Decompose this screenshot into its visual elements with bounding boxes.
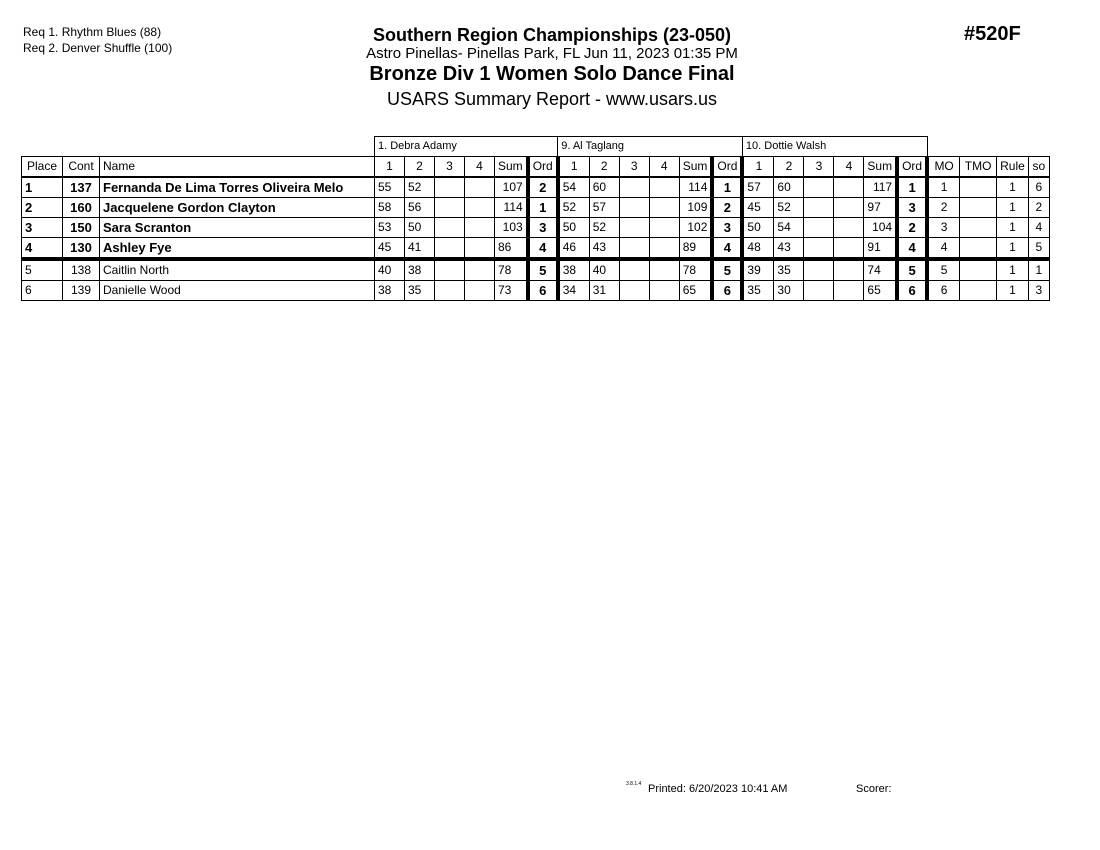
tmo-cell	[960, 280, 997, 300]
score-3-cell	[804, 197, 834, 217]
score-3-cell	[804, 280, 834, 300]
col-j1-s4: 4	[465, 156, 495, 177]
score-2-cell: 56	[405, 197, 435, 217]
sum-cell: 104	[864, 217, 897, 237]
ordinal-cell: 6	[712, 280, 742, 300]
sum-cell: 65	[679, 280, 712, 300]
score-1-cell: 39	[742, 259, 774, 281]
score-3-cell	[619, 177, 649, 198]
score-4-cell	[649, 237, 679, 259]
ordinal-cell: 1	[897, 177, 927, 198]
score-3-cell	[619, 237, 649, 259]
score-2-cell: 60	[774, 177, 804, 198]
table-row	[22, 177, 1050, 198]
requirement-2: Req 2. Denver Shuffle (100)	[23, 41, 173, 55]
sum-cell: 114	[679, 177, 712, 198]
col-j3-ord: Ord	[897, 156, 927, 177]
col-j2-s1: 1	[558, 156, 590, 177]
score-1-cell: 55	[375, 177, 405, 198]
sum-cell: 65	[864, 280, 897, 300]
col-j2-ord: Ord	[712, 156, 742, 177]
col-j2-s2: 2	[589, 156, 619, 177]
score-2-cell: 57	[589, 197, 619, 217]
event-number: #520F	[964, 23, 1021, 45]
score-4-cell	[649, 217, 679, 237]
name-cell: Caitlin North	[100, 259, 375, 281]
score-1-cell: 35	[742, 280, 774, 300]
col-j2-sum: Sum	[679, 156, 712, 177]
column-header-row	[22, 156, 1050, 177]
scorer-label: Scorer:	[856, 783, 892, 795]
table-row	[22, 280, 1050, 300]
score-1-cell: 45	[742, 197, 774, 217]
score-2-cell: 52	[774, 197, 804, 217]
score-4-cell	[465, 259, 495, 281]
ordinal-cell: 2	[712, 197, 742, 217]
ordinal-cell: 6	[897, 280, 927, 300]
mo-cell: 6	[927, 280, 960, 300]
mo-cell: 5	[927, 259, 960, 281]
col-name: Name	[100, 156, 375, 177]
ordinal-cell: 5	[897, 259, 927, 281]
sum-cell: 73	[495, 280, 528, 300]
judge-2-name: 9. Al Taglang	[558, 137, 743, 157]
rule-cell: 1	[997, 237, 1029, 259]
col-mo: MO	[927, 156, 960, 177]
rule-cell: 1	[997, 177, 1029, 198]
name-cell: Sara Scranton	[100, 217, 375, 237]
tmo-cell	[960, 197, 997, 217]
col-j1-s3: 3	[435, 156, 465, 177]
score-1-cell: 40	[375, 259, 405, 281]
ordinal-cell: 1	[712, 177, 742, 198]
ordinal-cell: 4	[897, 237, 927, 259]
rule-cell: 1	[997, 197, 1029, 217]
judge-1-name: 1. Debra Adamy	[375, 137, 558, 157]
ordinal-cell: 5	[712, 259, 742, 281]
score-2-cell: 43	[774, 237, 804, 259]
place-cell: 3	[22, 217, 63, 237]
tmo-cell	[960, 177, 997, 198]
sum-cell: 109	[679, 197, 712, 217]
sum-cell: 103	[495, 217, 528, 237]
score-2-cell: 40	[589, 259, 619, 281]
printed-timestamp: Printed: 6/20/2023 10:41 AM	[648, 783, 788, 795]
name-cell: Fernanda De Lima Torres Oliveira Melo	[100, 177, 375, 198]
col-tmo: TMO	[960, 156, 997, 177]
score-3-cell	[435, 217, 465, 237]
so-cell: 1	[1028, 259, 1049, 281]
judge-header-row	[22, 137, 1050, 157]
sum-cell: 78	[495, 259, 528, 281]
sum-cell: 102	[679, 217, 712, 237]
score-2-cell: 60	[589, 177, 619, 198]
score-3-cell	[619, 280, 649, 300]
score-4-cell	[465, 237, 495, 259]
tmo-cell	[960, 217, 997, 237]
score-1-cell: 46	[558, 237, 590, 259]
so-cell: 5	[1028, 237, 1049, 259]
sum-cell: 117	[864, 177, 897, 198]
table-row	[22, 217, 1050, 237]
score-4-cell	[834, 280, 864, 300]
score-3-cell	[435, 280, 465, 300]
cont-cell: 130	[63, 237, 100, 259]
table-row	[22, 259, 1050, 281]
location-date: Astro Pinellas- Pinellas Park, FL Jun 11, 2023 01:35 PM	[366, 45, 738, 62]
score-2-cell: 52	[589, 217, 619, 237]
score-1-cell: 48	[742, 237, 774, 259]
col-so: so	[1028, 156, 1049, 177]
judge-3-name: 10. Dottie Walsh	[742, 137, 927, 157]
score-4-cell	[465, 197, 495, 217]
sum-cell: 86	[495, 237, 528, 259]
rule-cell: 1	[997, 259, 1029, 281]
score-1-cell: 50	[558, 217, 590, 237]
ordinal-cell: 6	[528, 280, 558, 300]
score-1-cell: 45	[375, 237, 405, 259]
score-3-cell	[435, 259, 465, 281]
sum-cell: 74	[864, 259, 897, 281]
requirement-1: Req 1. Rhythm Blues (88)	[23, 25, 162, 39]
ordinal-cell: 4	[528, 237, 558, 259]
report-title: USARS Summary Report - www.usars.us	[386, 89, 718, 109]
score-4-cell	[649, 177, 679, 198]
place-cell: 2	[22, 197, 63, 217]
score-1-cell: 57	[742, 177, 774, 198]
col-j3-s1: 1	[742, 156, 774, 177]
mo-cell: 2	[927, 197, 960, 217]
version-code: 3.8.1.4	[626, 781, 642, 787]
col-j1-s2: 2	[405, 156, 435, 177]
name-cell: Jacquelene Gordon Clayton	[100, 197, 375, 217]
score-1-cell: 53	[375, 217, 405, 237]
score-2-cell: 43	[589, 237, 619, 259]
score-4-cell	[834, 197, 864, 217]
score-3-cell	[435, 177, 465, 198]
cont-cell: 137	[63, 177, 100, 198]
place-cell: 4	[22, 237, 63, 259]
score-2-cell: 52	[405, 177, 435, 198]
score-3-cell	[619, 217, 649, 237]
col-j1-sum: Sum	[495, 156, 528, 177]
sum-cell: 97	[864, 197, 897, 217]
col-j3-s3: 3	[804, 156, 834, 177]
ordinal-cell: 3	[712, 217, 742, 237]
so-cell: 2	[1028, 197, 1049, 217]
score-4-cell	[465, 217, 495, 237]
score-2-cell: 41	[405, 237, 435, 259]
score-1-cell: 50	[742, 217, 774, 237]
rule-cell: 1	[997, 217, 1029, 237]
cont-cell: 139	[63, 280, 100, 300]
score-4-cell	[465, 280, 495, 300]
score-2-cell: 50	[405, 217, 435, 237]
col-rule: Rule	[997, 156, 1029, 177]
mo-cell: 4	[927, 237, 960, 259]
competition-title: Southern Region Championships (23-050)	[372, 25, 732, 45]
score-1-cell: 54	[558, 177, 590, 198]
score-1-cell: 38	[558, 259, 590, 281]
score-3-cell	[804, 259, 834, 281]
cont-cell: 138	[63, 259, 100, 281]
event-title: Bronze Div 1 Women Solo Dance Final	[369, 63, 735, 85]
score-1-cell: 52	[558, 197, 590, 217]
score-4-cell	[649, 197, 679, 217]
col-j3-s2: 2	[774, 156, 804, 177]
score-2-cell: 35	[405, 280, 435, 300]
ordinal-cell: 2	[897, 217, 927, 237]
col-cont: Cont	[63, 156, 100, 177]
place-cell: 6	[22, 280, 63, 300]
sum-cell: 89	[679, 237, 712, 259]
score-1-cell: 58	[375, 197, 405, 217]
results-table	[21, 136, 1050, 301]
score-1-cell: 34	[558, 280, 590, 300]
rule-cell: 1	[997, 280, 1029, 300]
score-1-cell: 38	[375, 280, 405, 300]
score-2-cell: 35	[774, 259, 804, 281]
cont-cell: 150	[63, 217, 100, 237]
results-body	[22, 177, 1050, 301]
col-j3-s4: 4	[834, 156, 864, 177]
score-4-cell	[834, 237, 864, 259]
score-3-cell	[619, 197, 649, 217]
score-4-cell	[834, 217, 864, 237]
place-cell: 5	[22, 259, 63, 281]
score-2-cell: 38	[405, 259, 435, 281]
score-4-cell	[834, 177, 864, 198]
sum-cell: 91	[864, 237, 897, 259]
col-j2-s4: 4	[649, 156, 679, 177]
mo-cell: 1	[927, 177, 960, 198]
ordinal-cell: 2	[528, 177, 558, 198]
col-j1-s1: 1	[375, 156, 405, 177]
col-j3-sum: Sum	[864, 156, 897, 177]
score-2-cell: 30	[774, 280, 804, 300]
score-3-cell	[435, 197, 465, 217]
name-cell: Danielle Wood	[100, 280, 375, 300]
place-cell: 1	[22, 177, 63, 198]
cont-cell: 160	[63, 197, 100, 217]
score-3-cell	[804, 237, 834, 259]
ordinal-cell: 1	[528, 197, 558, 217]
mo-cell: 3	[927, 217, 960, 237]
col-j2-s3: 3	[619, 156, 649, 177]
ordinal-cell: 3	[897, 197, 927, 217]
score-4-cell	[649, 259, 679, 281]
name-cell: Ashley Fye	[100, 237, 375, 259]
score-4-cell	[465, 177, 495, 198]
sum-cell: 78	[679, 259, 712, 281]
col-place: Place	[22, 156, 63, 177]
score-3-cell	[435, 237, 465, 259]
score-2-cell: 31	[589, 280, 619, 300]
tmo-cell	[960, 237, 997, 259]
ordinal-cell: 5	[528, 259, 558, 281]
score-2-cell: 54	[774, 217, 804, 237]
ordinal-cell: 4	[712, 237, 742, 259]
sum-cell: 114	[495, 197, 528, 217]
so-cell: 6	[1028, 177, 1049, 198]
ordinal-cell: 3	[528, 217, 558, 237]
so-cell: 4	[1028, 217, 1049, 237]
sum-cell: 107	[495, 177, 528, 198]
score-3-cell	[619, 259, 649, 281]
score-4-cell	[649, 280, 679, 300]
score-3-cell	[804, 217, 834, 237]
score-3-cell	[804, 177, 834, 198]
so-cell: 3	[1028, 280, 1049, 300]
score-4-cell	[834, 259, 864, 281]
table-row	[22, 237, 1050, 259]
table-row	[22, 197, 1050, 217]
tmo-cell	[960, 259, 997, 281]
col-j1-ord: Ord	[528, 156, 558, 177]
